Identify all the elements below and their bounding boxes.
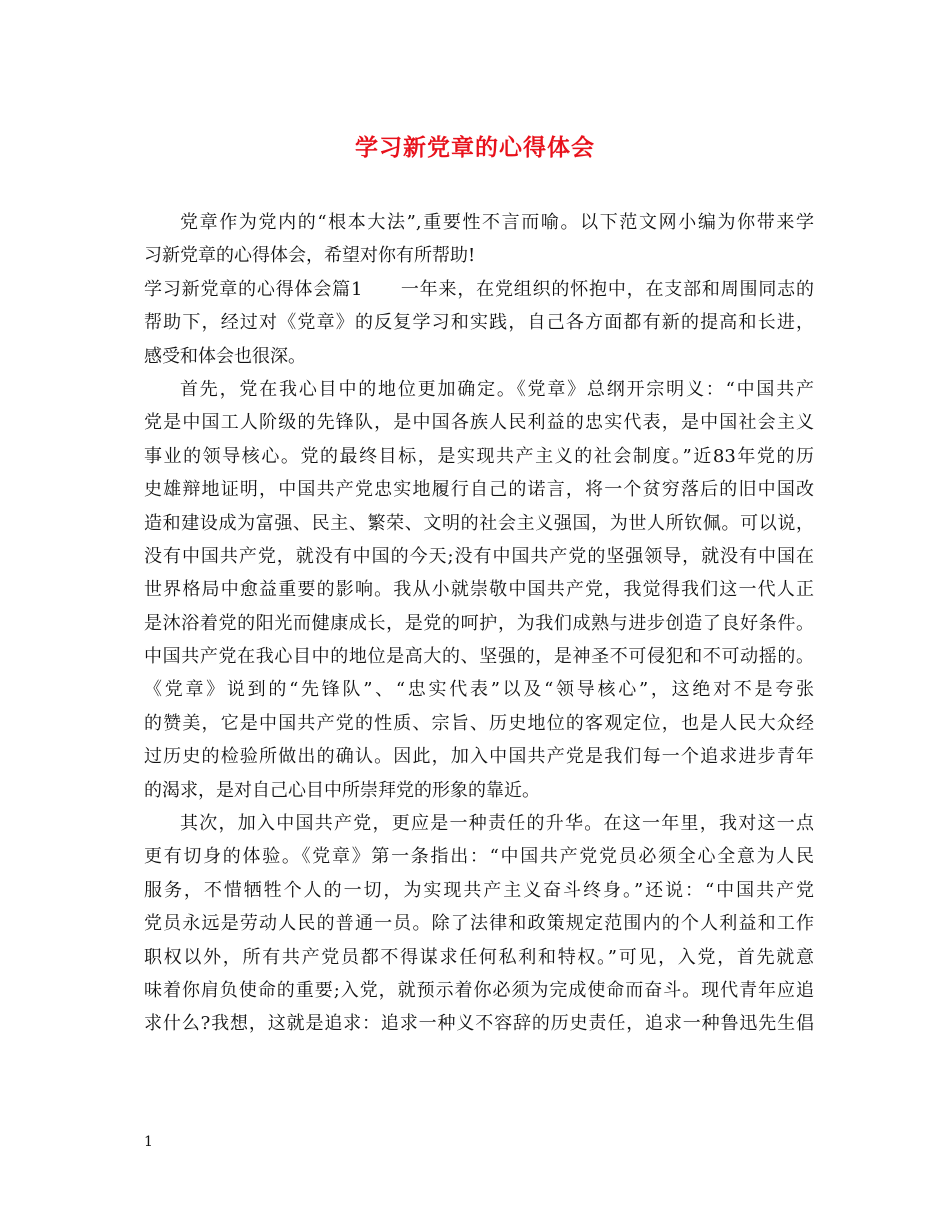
paragraph-line: 世界格局中愈益重要的影响。我从小就崇敬中国共产党，我觉得我们这一代人正: [144, 579, 814, 601]
paragraph-line: 帮助下，经过对《党章》的反复学习和实践，自己各方面都有新的提高和长进，: [144, 312, 814, 334]
paragraph-line: 党员永远是劳动人民的普通一员。除了法律和政策规定范围内的个人利益和工作: [144, 913, 814, 935]
paragraph-line: 造和建设成为富强、民主、繁荣、文明的社会主义强国，为世人所钦佩。可以说，: [144, 512, 814, 534]
paragraph-line: 学习新党章的心得体会篇1 一年来，在党组织的怀抱中，在支部和周围同志的: [144, 278, 814, 300]
document-title: 学习新党章的心得体会: [355, 134, 595, 161]
paragraph-line: 中国共产党在我心目中的地位是高大的、坚强的，是神圣不可侵犯和不可动摇的。: [144, 646, 814, 668]
paragraph-line: 职权以外，所有共产党员都不得谋求任何私利和特权。”可见，入党，首先就意: [144, 946, 814, 968]
paragraph-line: 过历史的检验所做出的确认。因此，加入中国共产党是我们每一个追求进步青年: [144, 746, 814, 768]
paragraph-line: 党是中国工人阶级的先锋队，是中国各族人民利益的忠实代表，是中国社会主义: [144, 412, 814, 434]
paragraph-line: 习新党章的心得体会，希望对你有所帮助!: [144, 245, 476, 267]
paragraph-line: 的渴求，是对自己心目中所崇拜党的形象的靠近。: [144, 779, 540, 801]
paragraph-line: 事业的领导核心。党的最终目标，是实现共产主义的社会制度。”近83年党的历: [144, 445, 814, 467]
paragraph-line: 味着你肩负使命的重要;入党，就预示着你必须为完成使命而奋斗。现代青年应追: [144, 979, 814, 1001]
paragraph-line: 其次，加入中国共产党，更应是一种责任的升华。在这一年里，我对这一点: [180, 813, 814, 835]
paragraph-line: 更有切身的体验。《党章》第一条指出：“中国共产党党员必须全心全意为人民: [144, 846, 814, 868]
paragraph-line: 史雄辩地证明，中国共产党忠实地履行自己的诺言，将一个贫穷落后的旧中国改: [144, 479, 814, 501]
paragraph-line: 《党章》说到的“先锋队”、“忠实代表”以及“领导核心”，这绝对不是夸张: [144, 679, 814, 701]
paragraph-line: 服务，不惜牺牲个人的一切，为实现共产主义奋斗终身。”还说：“中国共产党: [144, 879, 814, 901]
page-number: 1: [144, 1134, 153, 1150]
paragraph-line: 的赞美，它是中国共产党的性质、宗旨、历史地位的客观定位，也是人民大众经: [144, 712, 814, 734]
paragraph-line: 首先，党在我心目中的地位更加确定。《党章》总纲开宗明义：“中国共产: [180, 378, 814, 400]
paragraph-line: 感受和体会也很深。: [144, 345, 306, 367]
paragraph-line: 党章作为党内的“根本大法”,重要性不言而喻。以下范文网小编为你带来学: [180, 212, 814, 233]
paragraph-line: 是沐浴着党的阳光而健康成长，是党的呵护，为我们成熟与进步创造了良好条件。: [144, 612, 814, 634]
paragraph-line: 求什么?我想，这就是追求：追求一种义不容辞的历史责任，追求一种鲁迅先生倡: [144, 1013, 814, 1035]
paragraph-line: 没有中国共产党，就没有中国的今天;没有中国共产党的坚强领导，就没有中国在: [144, 545, 814, 567]
document-body: [144, 206, 814, 1041]
